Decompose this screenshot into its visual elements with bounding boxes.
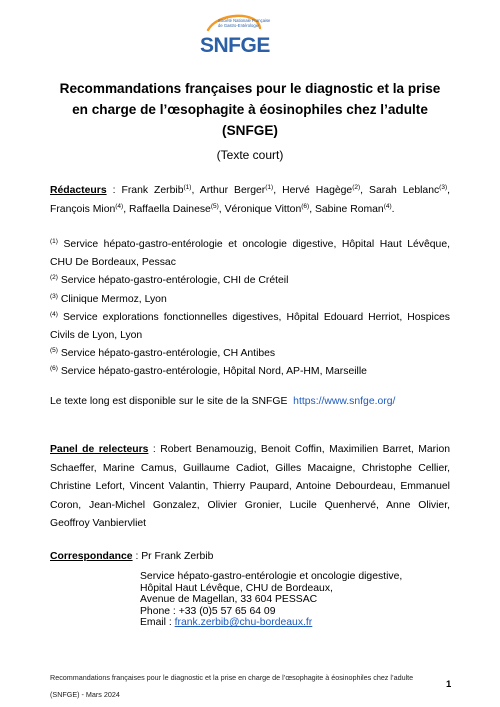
logo-wordmark: SNFGE — [200, 34, 270, 57]
logo-line-2: de Gastro-Entérologie — [218, 23, 259, 28]
snfge-logo — [196, 14, 306, 66]
panel-names: Robert Benamouzig, Benoit Coffin, Maximilien Barret, Marion Schaeffer, Marine Camus, Guillaume Cadiot, Gilles Macaigne, Christophe Cellier, Christine Lefort, Vincent Valantin, Thierry Paupard, Antoine Debourdeau, Emmanuel Coron, Jean-Michel Gonzalez, Olivier Gronier, Lucile Quenhervé, Anne Olivier, Geoffroy Vanbiervliet — [50, 444, 450, 530]
author-2: Arthur Berger$^{(1)}$ — [199, 184, 274, 196]
phone-line: Phone : +33 (0)5 57 65 64 09 — [140, 605, 276, 617]
author-8: Sabine Roman$^{(4)}$ — [314, 202, 392, 215]
affiliation-item: $^{(5)}$ Service hépato-gastro-entérologie, CH Antibes — [50, 347, 276, 360]
panel-label: Panel de relecteurs — [50, 444, 149, 455]
email-link[interactable]: frank.zerbib@chu-bordeaux.fr — [174, 617, 313, 629]
affiliations-list — [50, 236, 450, 382]
document-title — [40, 78, 460, 141]
affiliation-item: $^{(2)}$ Service hépato-gastro-entérologie, CHI de Créteil — [50, 274, 289, 287]
panel-paragraph: Panel de relecteurs : Robert Benamouzig, Benoit Coffin, Maximilien Barret, Marion Schaeffer, Marine Camus, Guillaume Cadiot, Gilles Macaigne, Christophe Cellier, Christine Lefort, Vincent Valantin, Thierry Paupard, Antoine Debourdeau, Emmanuel Coron, Jean-Michel Gonzalez, Olivier Gronier, Lucile Quenhervé, Anne Olivier, Geoffroy Vanbiervliet — [50, 444, 450, 530]
address-line-1: Service hépato-gastro-entérologie et oncologie digestive, — [140, 571, 403, 582]
footer-line-1: Recommandations françaises pour le diagnostic et la prise en charge de l’œsophagite à éosinophiles chez l’adulte — [50, 673, 414, 682]
address-line-3: Avenue de Magellan, 33 604 PESSAC — [140, 594, 318, 606]
correspondance-address — [140, 571, 460, 629]
affiliation-item: $^{(1)}$ Service hépato-gastro-entérologie et oncologie digestive, Hôpital Haut Lévêque, CHU De Bordeaux, Pessac — [50, 238, 450, 269]
author-1: Frank Zerbib$^{(1)}$ — [121, 184, 192, 196]
author-5: François Mion$^{(4)}$ — [50, 202, 124, 215]
logo-line-1: Société Nationale Française — [218, 18, 271, 23]
long-text-label: Le texte long est disponible sur le site de la SNFGE — [50, 396, 288, 407]
correspondance-name: Pr Frank Zerbib — [141, 551, 214, 562]
long-text-line — [50, 393, 450, 412]
correspondance-label: Correspondance — [50, 551, 133, 562]
page-number: 1 — [446, 679, 452, 690]
footer-line-2: (SNFGE) - Mars 2024 — [50, 690, 120, 699]
author-6: Raffaella Dainese$^{(5)}$ — [129, 202, 219, 215]
document-subtitle: (Texte court) — [216, 148, 284, 162]
author-3: Hervé Hagège$^{(2)}$ — [282, 184, 361, 196]
affiliation-item: $^{(4)}$ Service explorations fonctionnelles digestives, Hôpital Edouard Herriot, Hospices Civils de Lyon, Lyon — [50, 310, 450, 342]
redacteurs-paragraph: Rédacteurs : Frank Zerbib$^{(1)}$, Arthur Berger$^{(1)}$, Hervé Hagège$^{(2)}$, Sarah Leblanc$^{(3)}$, François Mion$^{(4)}$, Raffaella Dainese$^{(5)}$, Véronique Vitton$^{(6)}$, Sabine Roman$^{(4)}$. — [50, 184, 451, 215]
author-7: Véronique Vitton$^{(6)}$ — [224, 202, 310, 215]
title-line-3: (SNFGE) — [222, 123, 278, 138]
page-footer — [50, 669, 450, 703]
snfge-website-link[interactable]: https://www.snfge.org/ — [293, 396, 396, 407]
redacteurs-label: Rédacteurs — [50, 185, 107, 196]
email-line: Email : frank.zerbib@chu-bordeaux.fr — [140, 617, 313, 629]
affiliation-item: $^{(6)}$ Service hépato-gastro-entérologie, Hôpital Nord, AP-HM, Marseille — [50, 365, 367, 378]
affiliation-item: $^{(3)}$ Clinique Mermoz, Lyon — [50, 292, 167, 305]
author-4: Sarah Leblanc$^{(3)}$ — [369, 184, 448, 196]
title-line-2: en charge de l’œsophagite à éosinophiles chez l’adulte — [72, 102, 428, 117]
address-line-2: Hôpital Haut Lévêque, CHU de Bordeaux, — [140, 582, 333, 594]
title-line-1: Recommandations françaises pour le diagnostic et la prise — [59, 81, 441, 96]
correspondance-line: Correspondance : Pr Frank Zerbib — [50, 551, 214, 562]
